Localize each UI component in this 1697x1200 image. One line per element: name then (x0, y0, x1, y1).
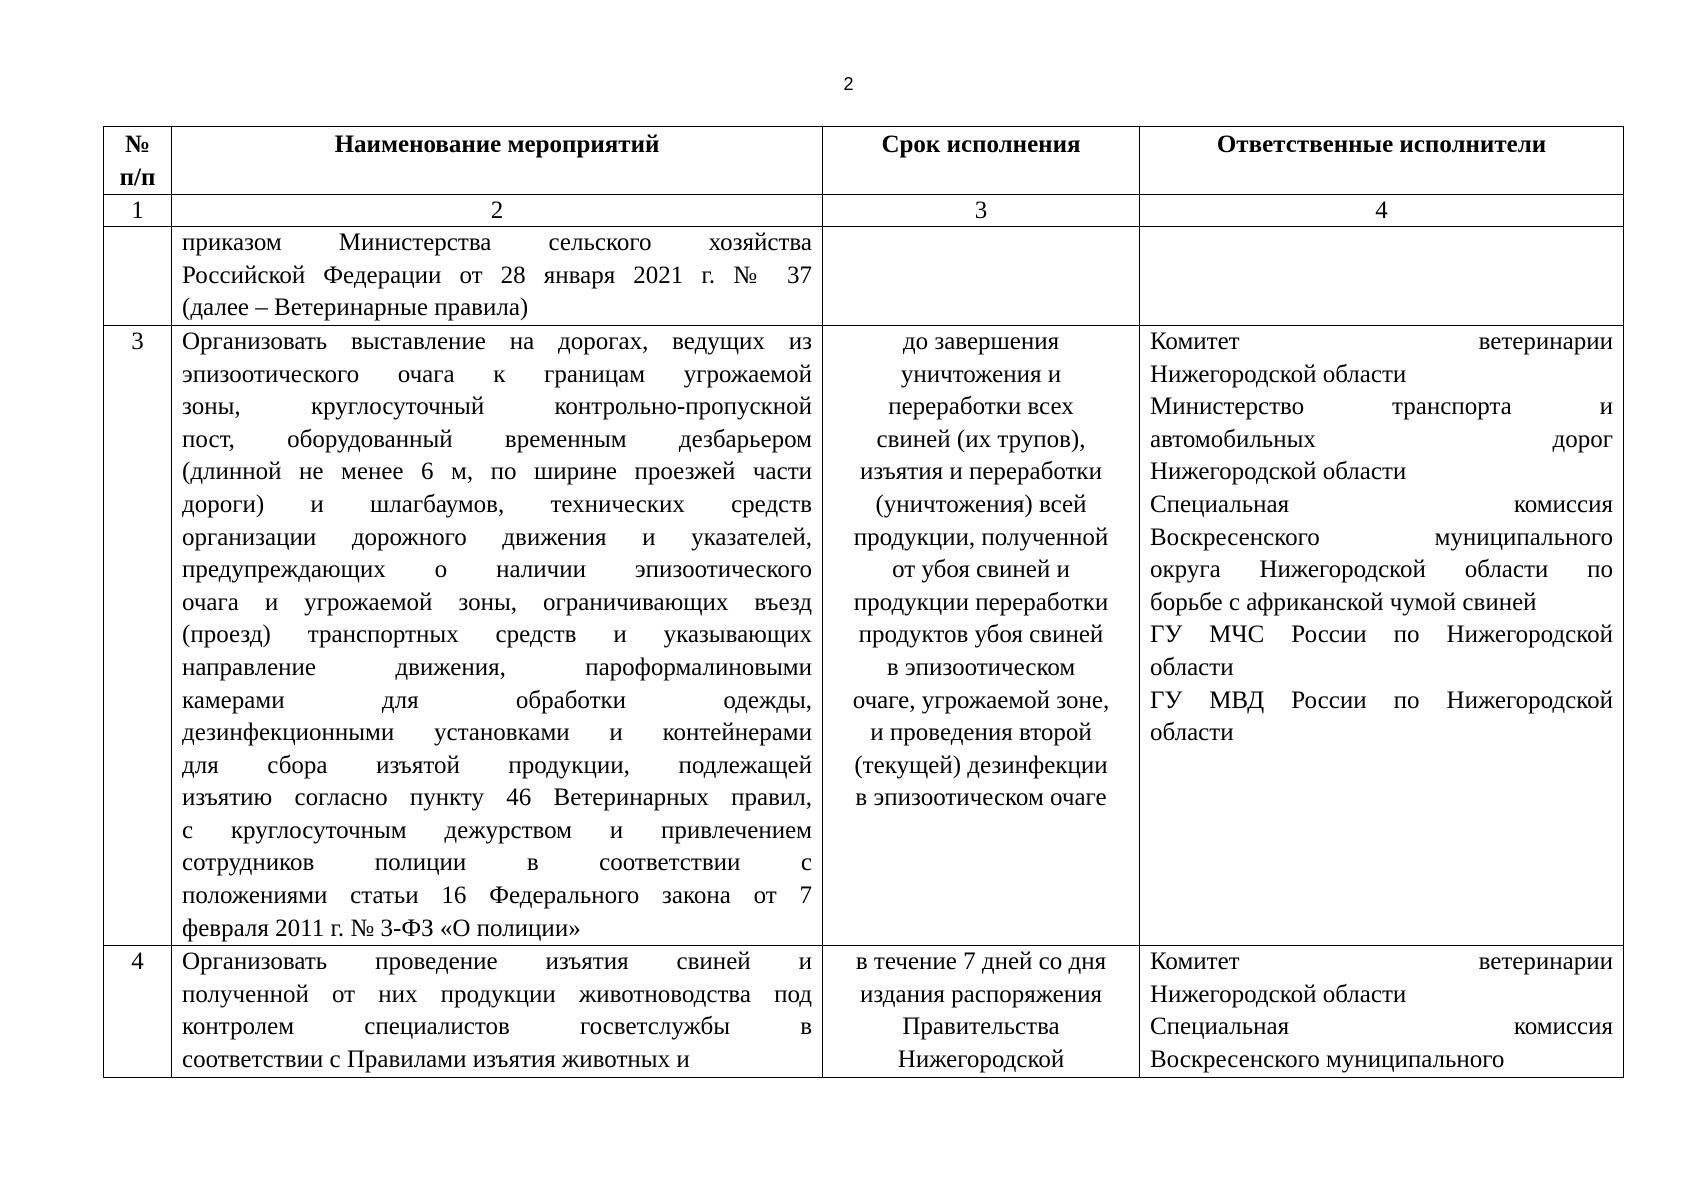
measure-name-line: дороги) и шлагбаумов, технических средств (182, 490, 812, 518)
column-number: 1 (104, 195, 172, 227)
responsible-line: Воскресенского муниципального (1150, 523, 1613, 551)
measure-name-line: очага и угрожаемой зоны, ограничивающих въезд (182, 588, 812, 616)
measure-name-line: соответствии с Правилами изъятия животных и (182, 1046, 690, 1074)
measures-table (103, 126, 1624, 1078)
responsible-line: борьбе с африканской чумой свиней (1150, 588, 1537, 616)
column-number: 4 (1140, 195, 1624, 227)
responsible-line: Специальная комиссия (1150, 490, 1613, 518)
responsible-line: Министерство транспорта и (1150, 393, 1613, 421)
measure-name-line: полученной от них продукции животноводства под (182, 980, 812, 1008)
measure-name-line: зоны, круглосуточный контрольно-пропускной (182, 393, 812, 421)
term-line: (текущей) дезинфекции (854, 751, 1108, 779)
responsible-line: Комитет ветеринарии (1150, 327, 1613, 355)
measure-name-line: (длинной не менее 6 м, по ширине проезжей части (182, 458, 812, 486)
term-line: продукции, полученной (853, 523, 1109, 551)
measure-name-line: контролем специалистов госветслужбы в (182, 1013, 812, 1041)
measure-name-cell (172, 946, 823, 1077)
measure-name-line: Организовать выставление на дорогах, ведущих из (182, 327, 812, 355)
term-line: издания распоряжения (860, 980, 1102, 1008)
term-line: свиней (их трупов), (876, 425, 1086, 453)
table-row (104, 946, 1624, 1077)
responsible-cell (1140, 325, 1624, 945)
term-line: (уничтожения) всей (875, 490, 1087, 518)
term-line: продуктов убоя свиней (858, 621, 1104, 649)
responsible-line: области (1150, 719, 1234, 747)
measure-name-line: Российской Федерации от 28 января 2021 г. № 37 (182, 261, 812, 289)
term-line: уничтожения и (900, 360, 1062, 388)
measure-name-line: сотрудников полиции в соответствии с (182, 849, 812, 877)
term-line: переработки всех (888, 393, 1074, 421)
responsible-line: округа Нижегородской области по (1150, 556, 1613, 584)
table-row (104, 325, 1624, 945)
term-cell (823, 325, 1140, 945)
column-number-row (104, 195, 1624, 227)
page-number: 2 (843, 74, 854, 94)
row-number: 4 (104, 946, 172, 1077)
term-line: продукции переработки (853, 588, 1109, 616)
measure-name-line: эпизоотического очага к границам угрожаемой (182, 360, 812, 388)
measure-name-line: (проезд) транспортных средств и указывающих (182, 621, 812, 649)
measure-name-line: камерами для обработки одежды, (182, 686, 812, 714)
responsible-line: ГУ МЧС России по Нижегородской (1150, 621, 1613, 649)
measure-name-line: пост, оборудованный временным дезбарьером (182, 425, 812, 453)
responsible-line: ГУ МВД России по Нижегородской (1150, 686, 1613, 714)
term-cell (823, 227, 1140, 326)
measure-name-line: для сбора изъятой продукции, подлежащей (182, 751, 812, 779)
header-term: Срок исполнения (823, 127, 1140, 195)
measure-name-line: Организовать проведение изъятия свиней и (182, 948, 812, 976)
term-line: Правительства (902, 1013, 1060, 1041)
measure-name-line: (далее – Ветеринарные правила) (182, 294, 529, 322)
term-line: до завершения (902, 327, 1060, 355)
measure-name-line: предупреждающих о наличии эпизоотического (182, 556, 812, 584)
table-body (104, 227, 1624, 1077)
responsible-line: Специальная комиссия (1150, 1013, 1613, 1041)
term-line: и проведения второй (870, 719, 1092, 747)
measure-name-line: организации дорожного движения и указателей, (182, 523, 812, 551)
responsible-cell (1140, 946, 1624, 1077)
responsible-line: Нижегородской области (1150, 360, 1407, 388)
responsible-line: автомобильных дорог (1150, 425, 1613, 453)
term-line: в течение 7 дней со дня (855, 948, 1107, 976)
column-number: 3 (823, 195, 1140, 227)
measure-name-line: изъятию согласно пункту 46 Ветеринарных правил, (182, 784, 812, 812)
measure-name-line: приказом Министерства сельского хозяйства (182, 229, 812, 257)
column-number: 2 (172, 195, 823, 227)
measure-name-line: с круглосуточным дежурством и привлечением (182, 816, 812, 844)
header-num: № п/п (104, 127, 172, 195)
table-row (104, 227, 1624, 326)
header-name: Наименование мероприятий (172, 127, 823, 195)
responsible-line: Воскресенского муниципального (1150, 1046, 1505, 1074)
responsible-cell (1140, 227, 1624, 326)
header-responsible: Ответственные исполнители (1140, 127, 1624, 195)
measure-name-line: дезинфекционными установками и контейнерами (182, 719, 812, 747)
measure-name-line: направление движения, пароформалиновыми (182, 653, 812, 681)
term-line: очаге, угрожаемой зоне, (852, 686, 1110, 714)
row-number: 3 (104, 325, 172, 945)
measure-name-line: положениями статьи 16 Федерального закона от 7 (182, 882, 812, 910)
term-line: Нижегородской (897, 1046, 1065, 1074)
responsible-line: Нижегородской области (1150, 980, 1407, 1008)
row-number (104, 227, 172, 326)
term-line: в эпизоотическом (886, 653, 1076, 681)
responsible-line: Комитет ветеринарии (1150, 948, 1613, 976)
term-line: в эпизоотическом очаге (855, 784, 1107, 812)
header-row (104, 127, 1624, 195)
measure-name-cell (172, 227, 823, 326)
measure-name-cell (172, 325, 823, 945)
responsible-line: Нижегородской области (1150, 458, 1407, 486)
term-line: изъятия и переработки (860, 458, 1102, 486)
term-cell (823, 946, 1140, 1077)
term-line: от убоя свиней и (892, 556, 1070, 584)
measure-name-line: февраля 2011 г. № 3-ФЗ «О полиции» (182, 914, 581, 942)
responsible-line: области (1150, 653, 1234, 681)
